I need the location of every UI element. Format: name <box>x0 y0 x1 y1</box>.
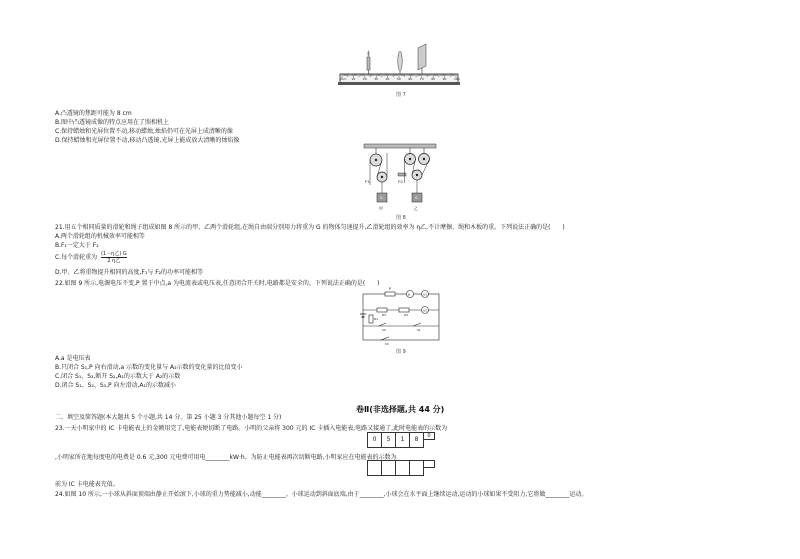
q23-blank-meter <box>367 460 435 476</box>
label-f2: F2 <box>398 179 403 184</box>
q23-line-3: 前为 IC 卡电能表充值。 <box>55 481 119 488</box>
figure-9-caption: 图 9 <box>396 349 406 355</box>
circuit-label-s2: S2 <box>382 328 386 332</box>
circuit-label-p: P <box>388 287 392 291</box>
q23-line-1: 23.一天小明家中的 IC 卡电能表上的金额用完了,电能表便切断了电路。小明的父亲将 300 元的 IC 卡插入电能表,电路又接通了,此时电能表的示数为 <box>55 425 448 432</box>
label-jia: 甲 <box>379 206 383 211</box>
q21-option-b: B.F₁一定大于 F₂ <box>55 242 99 249</box>
q20-option-d: D.保持蜡烛和光屏位置不动,移动凸透镜,光屏上能成放大清晰的烛焰像 <box>55 137 240 144</box>
circuit-label-r2: R2 <box>382 313 386 317</box>
ruler-mark-label: 70 <box>419 77 424 81</box>
circuit-label-r1: R1 <box>374 317 378 321</box>
fraction-numerator: (1－η乙) G <box>101 251 127 257</box>
ruler-mark-label: 90 <box>442 77 447 81</box>
ruler-mark-label: 60 <box>408 77 413 81</box>
q21-stem: 21.用五个相同质量的滑轮和绳子组成如图 8 所示的甲、乙两个滑轮组,在绳自由端分别用力将重为 G 的物体匀速提升,乙滑轮组的效率为 η乙,不计摩擦、绳和木板的重。下列说法正确的是( ) <box>55 224 565 231</box>
ruler-mark-label: 30 <box>374 77 379 81</box>
q22-option-a: A.a 是电压表 <box>55 355 91 362</box>
meter-digit: 0 <box>367 432 382 448</box>
ruler-mark-label: 0cm <box>340 77 347 81</box>
q21-option-d: D.甲、乙将重物提升相同的高度,F₁与 F₂的功率可能相等 <box>55 269 204 276</box>
section-2-subtitle: 二、填空及简答题(本大题共 5 个小题,共 14 分。第 25 小题 3 分其他小题每空 1 分) <box>55 414 282 421</box>
q21-option-c <box>55 251 129 265</box>
blank-meter-cell-decimal[interactable] <box>424 460 435 468</box>
ruler-mark-label: 50 <box>397 77 401 81</box>
blank-meter-cell[interactable] <box>382 460 396 476</box>
ruler-mark-label: 80 <box>431 77 436 81</box>
figure-9 <box>355 286 445 356</box>
meter-digit: 1 <box>396 432 410 448</box>
q24-text: 24.如图 10 所示,一小球从斜面顶端由静止开始滚下,小球的重力势能减小,动能________。小球运动到斜面底端,由于________,小球会在水平面上继续运动,运动的小球如果不受阻力,它将做________运动。 <box>55 491 588 498</box>
circuit-label-a: a <box>407 292 411 297</box>
q22-option-b: B.只闭合 S₁,P 向右滑动,a 示数的变化量与 A₂示数的变化量的比值变小 <box>55 364 243 371</box>
blank-meter-cell[interactable] <box>396 460 410 476</box>
figure-8 <box>358 143 442 223</box>
meter-digit: 5 <box>382 432 396 448</box>
q20-option-b: B.图中凸透镜成像的特点应用在了照相机上 <box>55 119 170 126</box>
ruler-mark-label: 100 <box>454 77 460 81</box>
q21-option-c-prefix: C.每个滑轮重为 <box>55 254 98 261</box>
ruler-labels <box>338 78 460 84</box>
ruler-mark-label: 10 <box>351 77 356 81</box>
fraction-denominator: 2 η乙 <box>107 258 121 264</box>
label-g-left: G <box>380 196 383 200</box>
figure-7 <box>338 40 460 102</box>
pulley-diagram <box>358 143 442 213</box>
q20-option-c: C.保持蜡烛和光屏位置不动,移动蜡烛,烛焰仍可在光屏上成清晰的像 <box>55 128 233 135</box>
blank-meter-cell[interactable] <box>367 460 382 476</box>
circuit-label-r3: R3 <box>404 313 408 317</box>
circuit-label-s3: S3 <box>385 342 389 346</box>
section-2-title: 卷Ⅱ(非选择题,共 44 分) <box>356 405 445 414</box>
circuit-label-a2: A2 <box>423 308 427 313</box>
figure-7-caption: 图 7 <box>396 92 406 98</box>
q23-line-2: ,小明家所在地每度电的电费是 0.6 元,300 元电费可用电________kW·h。为防止电能表再次切断电路,小明家应在电能表的示数为 <box>55 454 397 461</box>
q23-meter-reading <box>367 432 435 447</box>
q22-option-c: C.闭合 S₁、S₃,断开 S₂,A₁的示数大于 A₂的示数 <box>55 373 181 380</box>
q22-stem: 22.如图 9 所示,电源电压不变,P 置于中点,a 为电流表或电压表,任意闭合开关时,电路都是安全的。下列说法正确的是( ) <box>55 280 380 287</box>
blank-meter-cell[interactable] <box>410 460 424 476</box>
label-g-right: G <box>415 196 418 200</box>
label-f1: F1 <box>365 179 370 184</box>
ruler-mark-label: 20 <box>362 77 367 81</box>
q21-option-a: A.两个滑轮组的机械效率可能相等 <box>55 233 145 240</box>
figure-8-caption: 图 8 <box>396 215 406 221</box>
circuit-diagram <box>355 286 445 348</box>
ruler-mark-label: 40 <box>385 77 390 81</box>
q21-option-c-fraction <box>101 251 127 264</box>
q22-option-d: D.闭合 S₁、S₂、S₃,P 向左滑动,A₁的示数减小 <box>55 382 176 389</box>
meter-digit-decimal: 0 <box>424 432 435 440</box>
circuit-label-s1: S1 <box>417 328 421 332</box>
circuit-label-a1: A1 <box>423 292 427 297</box>
meter-digit: 8 <box>410 432 424 448</box>
q20-option-a: A.凸透镜的焦距可能为 8 cm <box>55 110 132 117</box>
label-yi: 乙 <box>414 206 418 211</box>
